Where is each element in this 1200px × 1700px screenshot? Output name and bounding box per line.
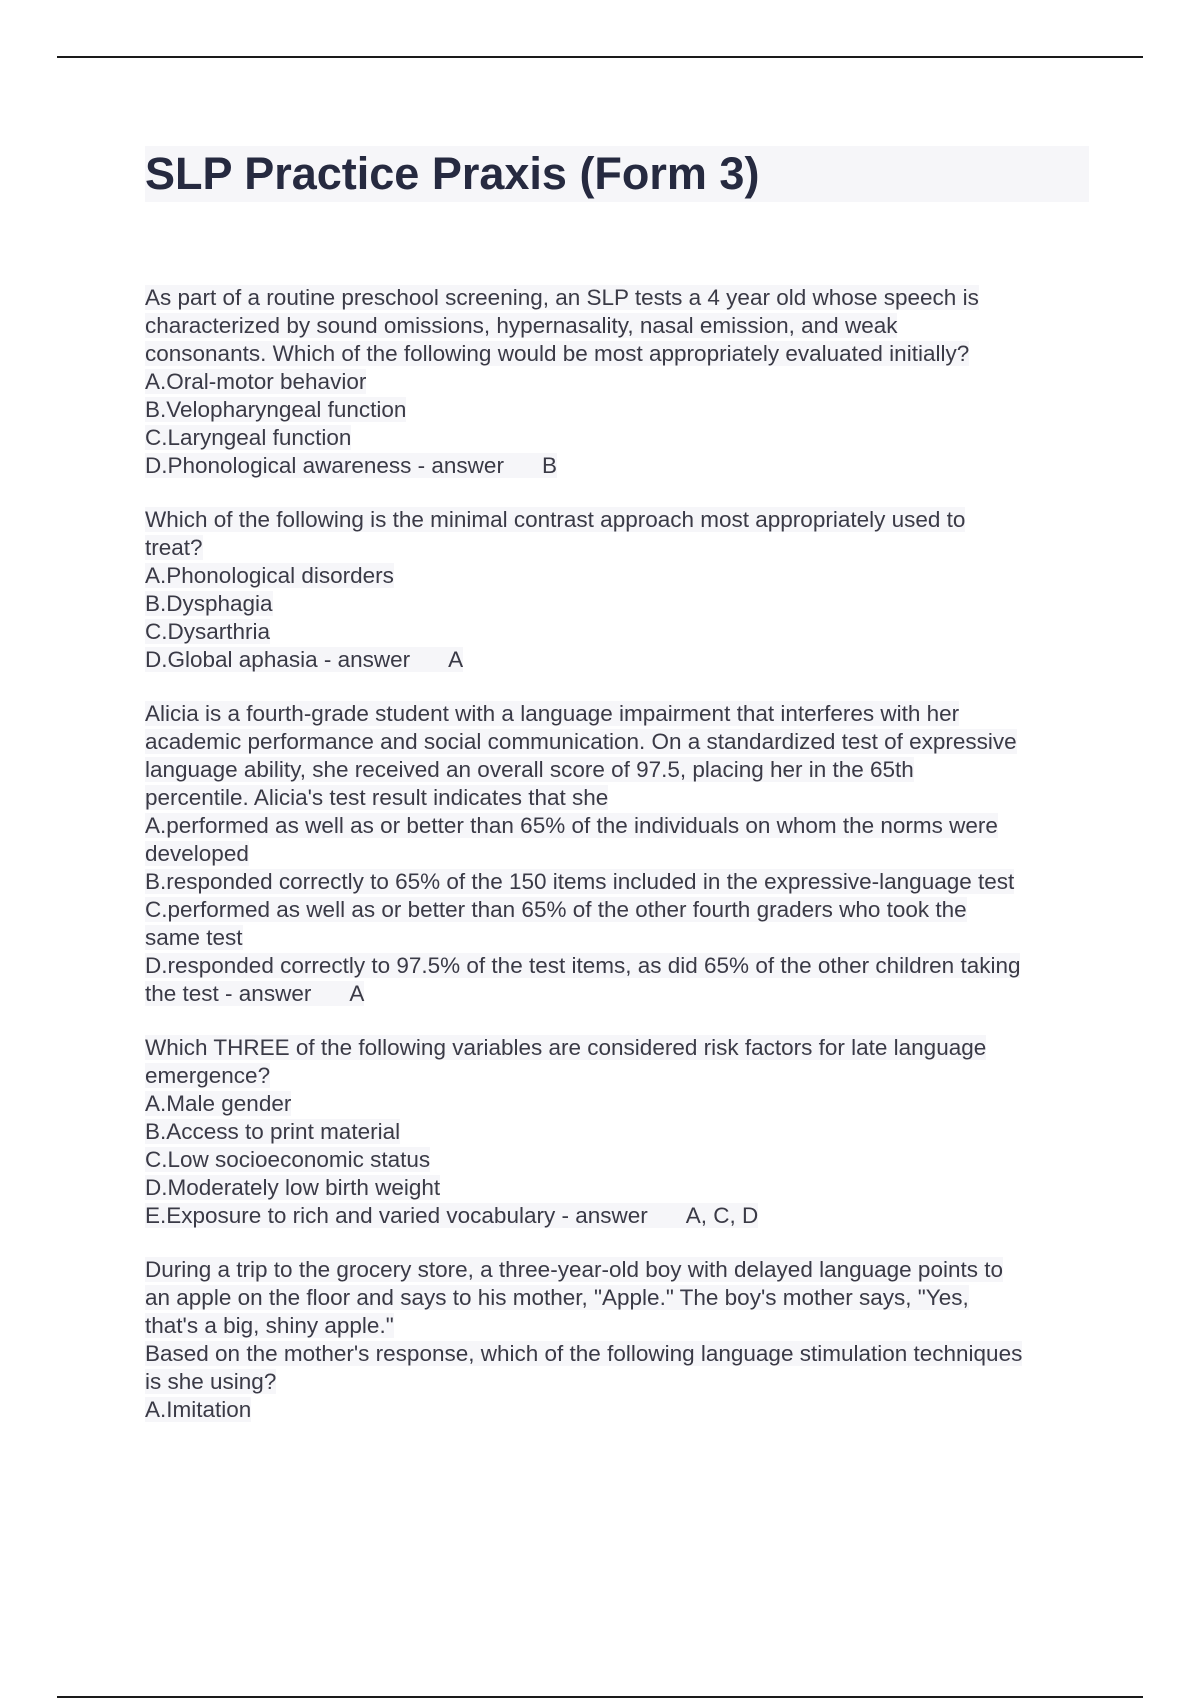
question-1: [145, 284, 1090, 480]
question-line: As part of a routine preschool screening, an SLP tests a 4 year old whose speech is: [145, 285, 979, 310]
question-2: [145, 506, 1090, 674]
option-d-with-answer: [145, 980, 1090, 1008]
top-rule: [57, 56, 1143, 58]
option-b: B.Velopharyngeal function: [145, 397, 407, 422]
option-d-with-answer: [145, 452, 1090, 480]
option-c: C.performed as well as or better than 65% of the other fourth graders who took the: [145, 897, 967, 922]
question-line: characterized by sound omissions, hypernasality, nasal emission, and weak: [145, 313, 898, 338]
option-a: A.performed as well as or better than 65% of the individuals on whom the norms were: [145, 813, 998, 838]
question-line: treat?: [145, 535, 203, 560]
option-a: A.Imitation: [145, 1397, 252, 1422]
option-a: A.Phonological disorders: [145, 563, 394, 588]
option-b: B.responded correctly to 65% of the 150 items included in the expressive-language test: [145, 869, 1015, 894]
bottom-rule: [57, 1696, 1143, 1698]
question-line: percentile. Alicia's test result indicates that she: [145, 785, 609, 810]
option-d-with-answer: [145, 646, 1090, 674]
question-line: language ability, she received an overall score of 97.5, placing her in the 65th: [145, 757, 914, 782]
answer-value: A, C, D: [685, 1203, 759, 1228]
question-5: [145, 1256, 1090, 1424]
question-line: consonants. Which of the following would be most appropriately evaluated initially?: [145, 341, 970, 366]
question-3: [145, 700, 1090, 1008]
answer-label-line: the test - answer: [145, 981, 312, 1006]
option-e-with-answer: [145, 1202, 1090, 1230]
option-d: D.responded correctly to 97.5% of the test items, as did 65% of the other children taking: [145, 953, 1021, 978]
title-block: [145, 146, 1089, 202]
option-c-continued: same test: [145, 925, 243, 950]
answer-label-line: D.Phonological awareness - answer: [145, 453, 504, 478]
answer-label-line: E.Exposure to rich and varied vocabulary - answer: [145, 1203, 648, 1228]
option-a: A.Oral-motor behavior: [145, 369, 367, 394]
question-line: emergence?: [145, 1063, 271, 1088]
question-line: Which THREE of the following variables are considered risk factors for late language: [145, 1035, 987, 1060]
question-line: Alicia is a fourth-grade student with a language impairment that interferes with her: [145, 701, 960, 726]
answer-value: A: [448, 647, 464, 672]
option-a-continued: developed: [145, 841, 249, 866]
question-line: Which of the following is the minimal contrast approach most appropriately used to: [145, 507, 966, 532]
question-line: an apple on the floor and says to his mother, "Apple." The boy's mother says, "Yes,: [145, 1285, 969, 1310]
option-d: D.Moderately low birth weight: [145, 1175, 441, 1200]
option-c: C.Low socioeconomic status: [145, 1147, 431, 1172]
page-title: SLP Practice Praxis (Form 3): [145, 148, 760, 199]
answer-label-line: D.Global aphasia - answer: [145, 647, 411, 672]
question-line: academic performance and social communication. On a standardized test of expressive: [145, 729, 1017, 754]
question-line: that's a big, shiny apple.": [145, 1313, 394, 1338]
question-line: During a trip to the grocery store, a three-year-old boy with delayed language points to: [145, 1257, 1003, 1282]
answer-value: A: [349, 981, 365, 1006]
option-a: A.Male gender: [145, 1091, 292, 1116]
question-list: [145, 284, 1090, 1450]
question-line: Based on the mother's response, which of the following language stimulation techniques: [145, 1341, 1023, 1366]
option-c: C.Laryngeal function: [145, 425, 352, 450]
question-line: is she using?: [145, 1369, 277, 1394]
question-4: [145, 1034, 1090, 1230]
option-b: B.Dysphagia: [145, 591, 273, 616]
option-c: C.Dysarthria: [145, 619, 271, 644]
option-b: B.Access to print material: [145, 1119, 401, 1144]
answer-value: B: [541, 453, 557, 478]
